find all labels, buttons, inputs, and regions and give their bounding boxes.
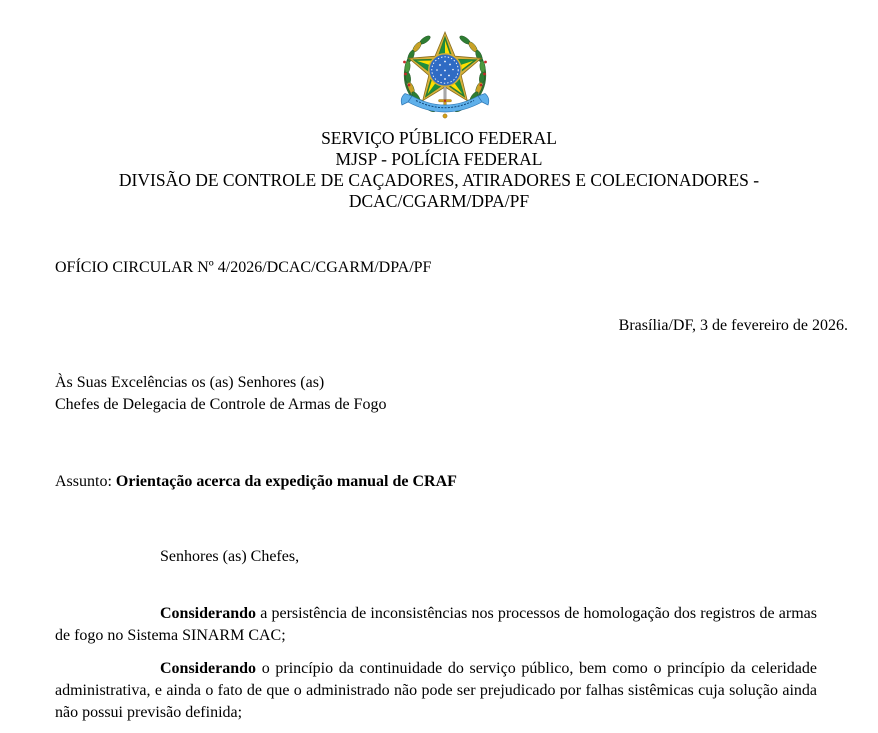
letter-body	[55, 603, 817, 733]
subject-text: Orientação acerca da expedição manual de CRAF	[115, 473, 457, 490]
letterhead	[0, 128, 878, 212]
paragraph-lead: Considerando	[160, 605, 257, 622]
dateline: Brasília/DF, 3 de fevereiro de 2026.	[618, 317, 848, 334]
letterhead-line-3: DIVISÃO DE CONTROLE DE CAÇADORES, ATIRADORES E COLECIONADORES -	[118, 170, 760, 190]
addressee-line-2: Chefes de Delegacia de Controle de Armas de Fogo	[55, 396, 387, 413]
salutation: Senhores (as) Chefes,	[160, 548, 300, 565]
paragraph-text: a persistência de inconsistências nos processos de homologação dos registros de armas de fogo no Sistema SINARM CAC;	[55, 605, 817, 644]
body-paragraph	[55, 658, 817, 724]
letterhead-line-4: DCAC/CGARM/DPA/PF	[348, 191, 530, 211]
reference-number: OFÍCIO CIRCULAR Nº 4/2026/DCAC/CGARM/DPA/PF	[55, 259, 432, 276]
paragraph-lead: Considerando	[160, 660, 257, 677]
addressee-line-1: Às Suas Excelências os (as) Senhores (as)	[55, 374, 325, 391]
addressee-block	[55, 372, 386, 416]
letterhead-line-1: SERVIÇO PÚBLICO FEDERAL	[321, 128, 557, 148]
subject-line	[55, 473, 457, 491]
letterhead-line-2: MJSP - POLÍCIA FEDERAL	[335, 149, 543, 169]
brazil-coat-of-arms-icon	[396, 28, 494, 120]
subject-label: Assunto:	[55, 473, 112, 490]
paragraph-text: o princípio da continuidade do serviço público, bem como o princípio da celeridade administrativa, e ainda o fato de que o administrado não pode ser prejudicado por falhas sistêmicas cuja solução ainda não possui previsão definida;	[55, 660, 818, 721]
body-paragraph	[55, 603, 817, 647]
sword-pommel	[443, 114, 447, 118]
